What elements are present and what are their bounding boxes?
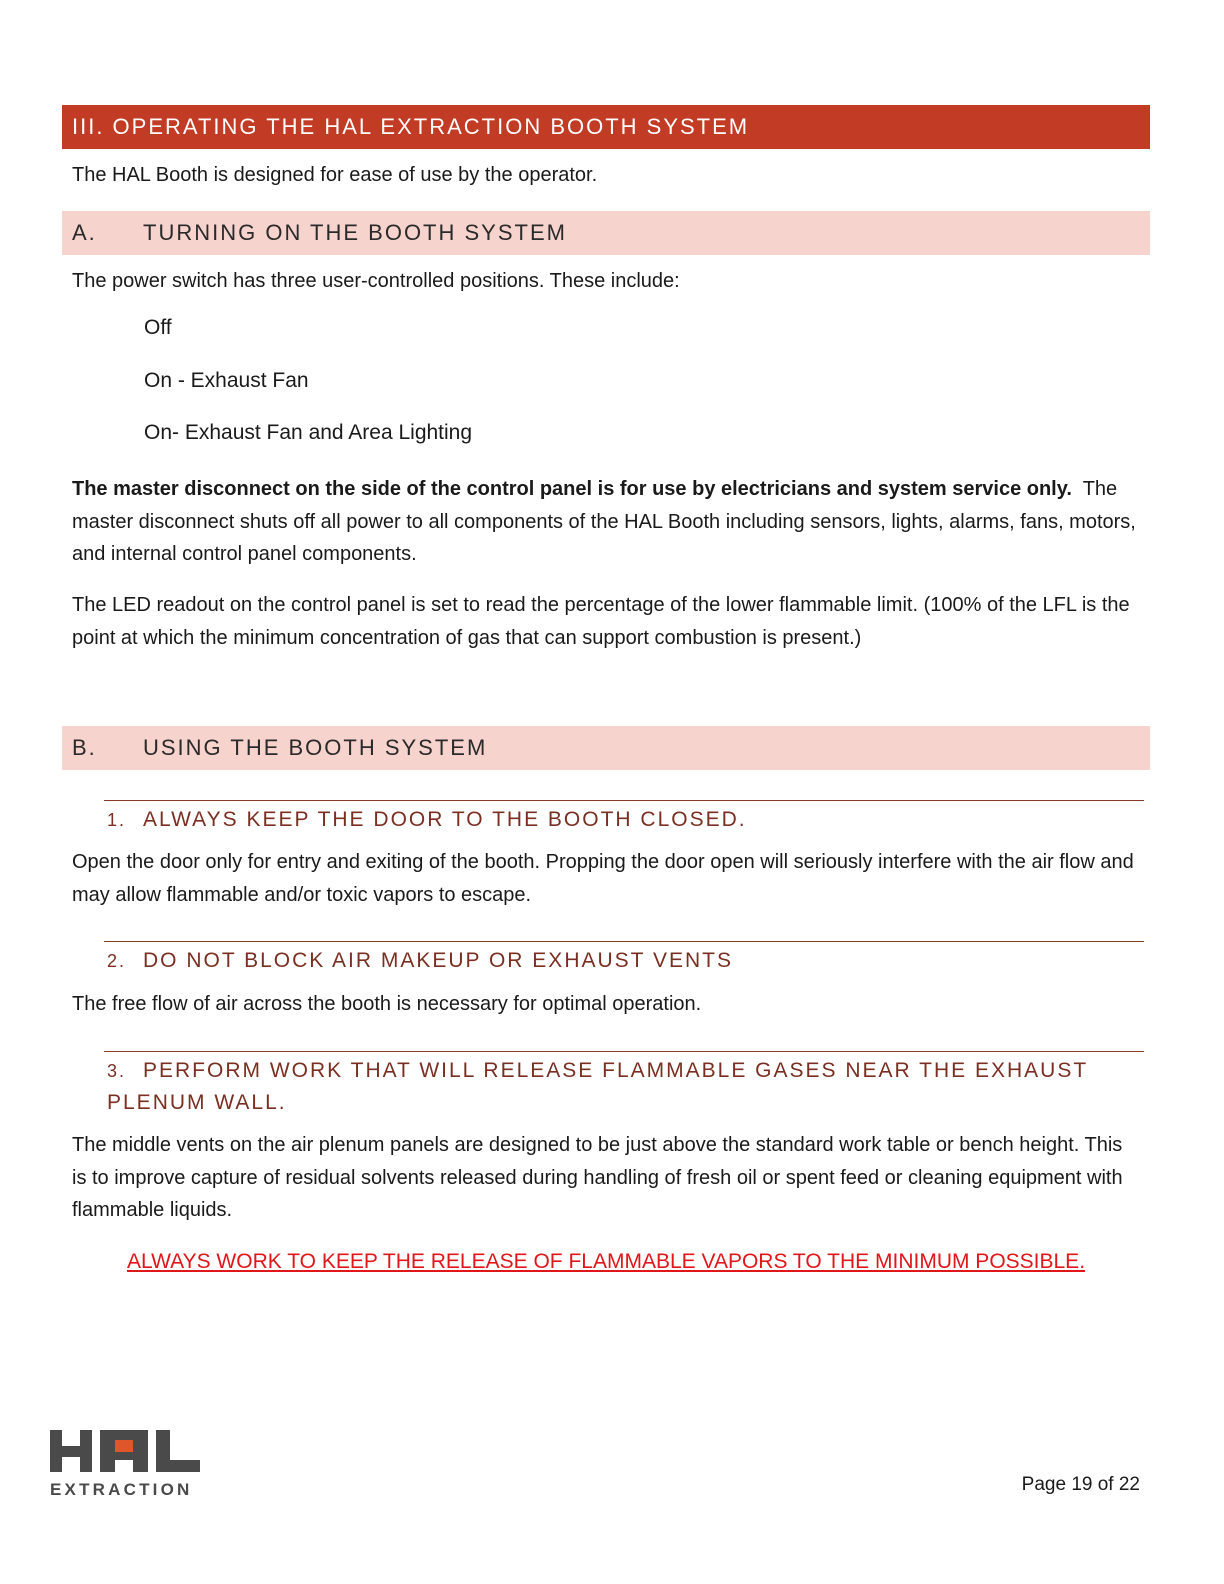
item-3-heading-text: PERFORM WORK THAT WILL RELEASE FLAMMABLE GASES NEAR THE EXHAUST PLENUM WALL. [107, 1059, 1088, 1114]
master-disconnect-detail: The master disconnect shuts off all power to all components of the HAL Booth including sensors, lights, alarms, fans, motors, and internal control panel components. [72, 478, 1136, 565]
position-fan-lighting: On- Exhaust Fan and Area Lighting [144, 421, 473, 444]
hal-extraction-logo [50, 1428, 210, 1502]
item-2-body: The free flow of air across the booth is necessary for optimal operation. [72, 993, 702, 1015]
subsection-b-header [62, 726, 1150, 770]
item-3-heading [107, 1055, 1117, 1119]
page-number: Page 19 of 22 [1021, 1474, 1140, 1495]
item-2-number: 2. [107, 951, 127, 971]
master-disconnect-warning: The master disconnect on the side of the control panel is for use by electricians and system service only. [72, 478, 1072, 500]
logo-extraction-text: EXTRACTION [50, 1480, 193, 1499]
subsection-a-letter: A. [72, 220, 97, 245]
subsection-a-title: TURNING ON THE BOOTH SYSTEM [143, 220, 567, 245]
hal-logo-mark [50, 1428, 202, 1474]
subsection-a-header [62, 211, 1150, 255]
item-1-heading-text: ALWAYS KEEP THE DOOR TO THE BOOTH CLOSED. [143, 808, 747, 831]
item-1-heading [107, 804, 1117, 836]
led-readout-paragraph: The LED readout on the control panel is set to read the percentage of the lower flammable limit. (100% of the LFL is the point at which the minimum concentration of gas that can support combustion is present.) [72, 594, 1130, 649]
item-2-rule [104, 941, 1144, 942]
position-off: Off [144, 316, 172, 339]
subsection-b-letter: B. [72, 735, 97, 760]
power-switch-lead: The power switch has three user-controlled positions. These include: [72, 270, 680, 292]
item-3-number: 3. [107, 1061, 127, 1081]
subsection-b-title: USING THE BOOTH SYSTEM [143, 735, 488, 760]
item-1-body: Open the door only for entry and exiting of the booth. Propping the door open will seriously interfere with the air flow and may allow flammable and/or toxic vapors to escape. [72, 851, 1134, 906]
intro-text: The HAL Booth is designed for ease of use by the operator. [72, 164, 598, 186]
item-2-heading [107, 945, 1117, 977]
item-1-rule [104, 800, 1144, 801]
master-disconnect-paragraph [72, 473, 1142, 571]
flammable-vapors-warning: ALWAYS WORK TO KEEP THE RELEASE OF FLAMMABLE VAPORS TO THE MINIMUM POSSIBLE. [126, 1250, 1086, 1273]
section-header: III. OPERATING THE HAL EXTRACTION BOOTH SYSTEM [62, 105, 1150, 149]
item-2-heading-text: DO NOT BLOCK AIR MAKEUP OR EXHAUST VENTS [143, 949, 733, 972]
item-3-body: The middle vents on the air plenum panels are designed to be just above the standard work table or bench height. This is to improve capture of residual solvents released during handling of fresh oil or spent feed or cleaning equipment with flammable liquids. [72, 1134, 1123, 1221]
item-3-rule [104, 1051, 1144, 1052]
position-exhaust-fan: On - Exhaust Fan [144, 369, 309, 392]
item-1-number: 1. [107, 810, 127, 830]
